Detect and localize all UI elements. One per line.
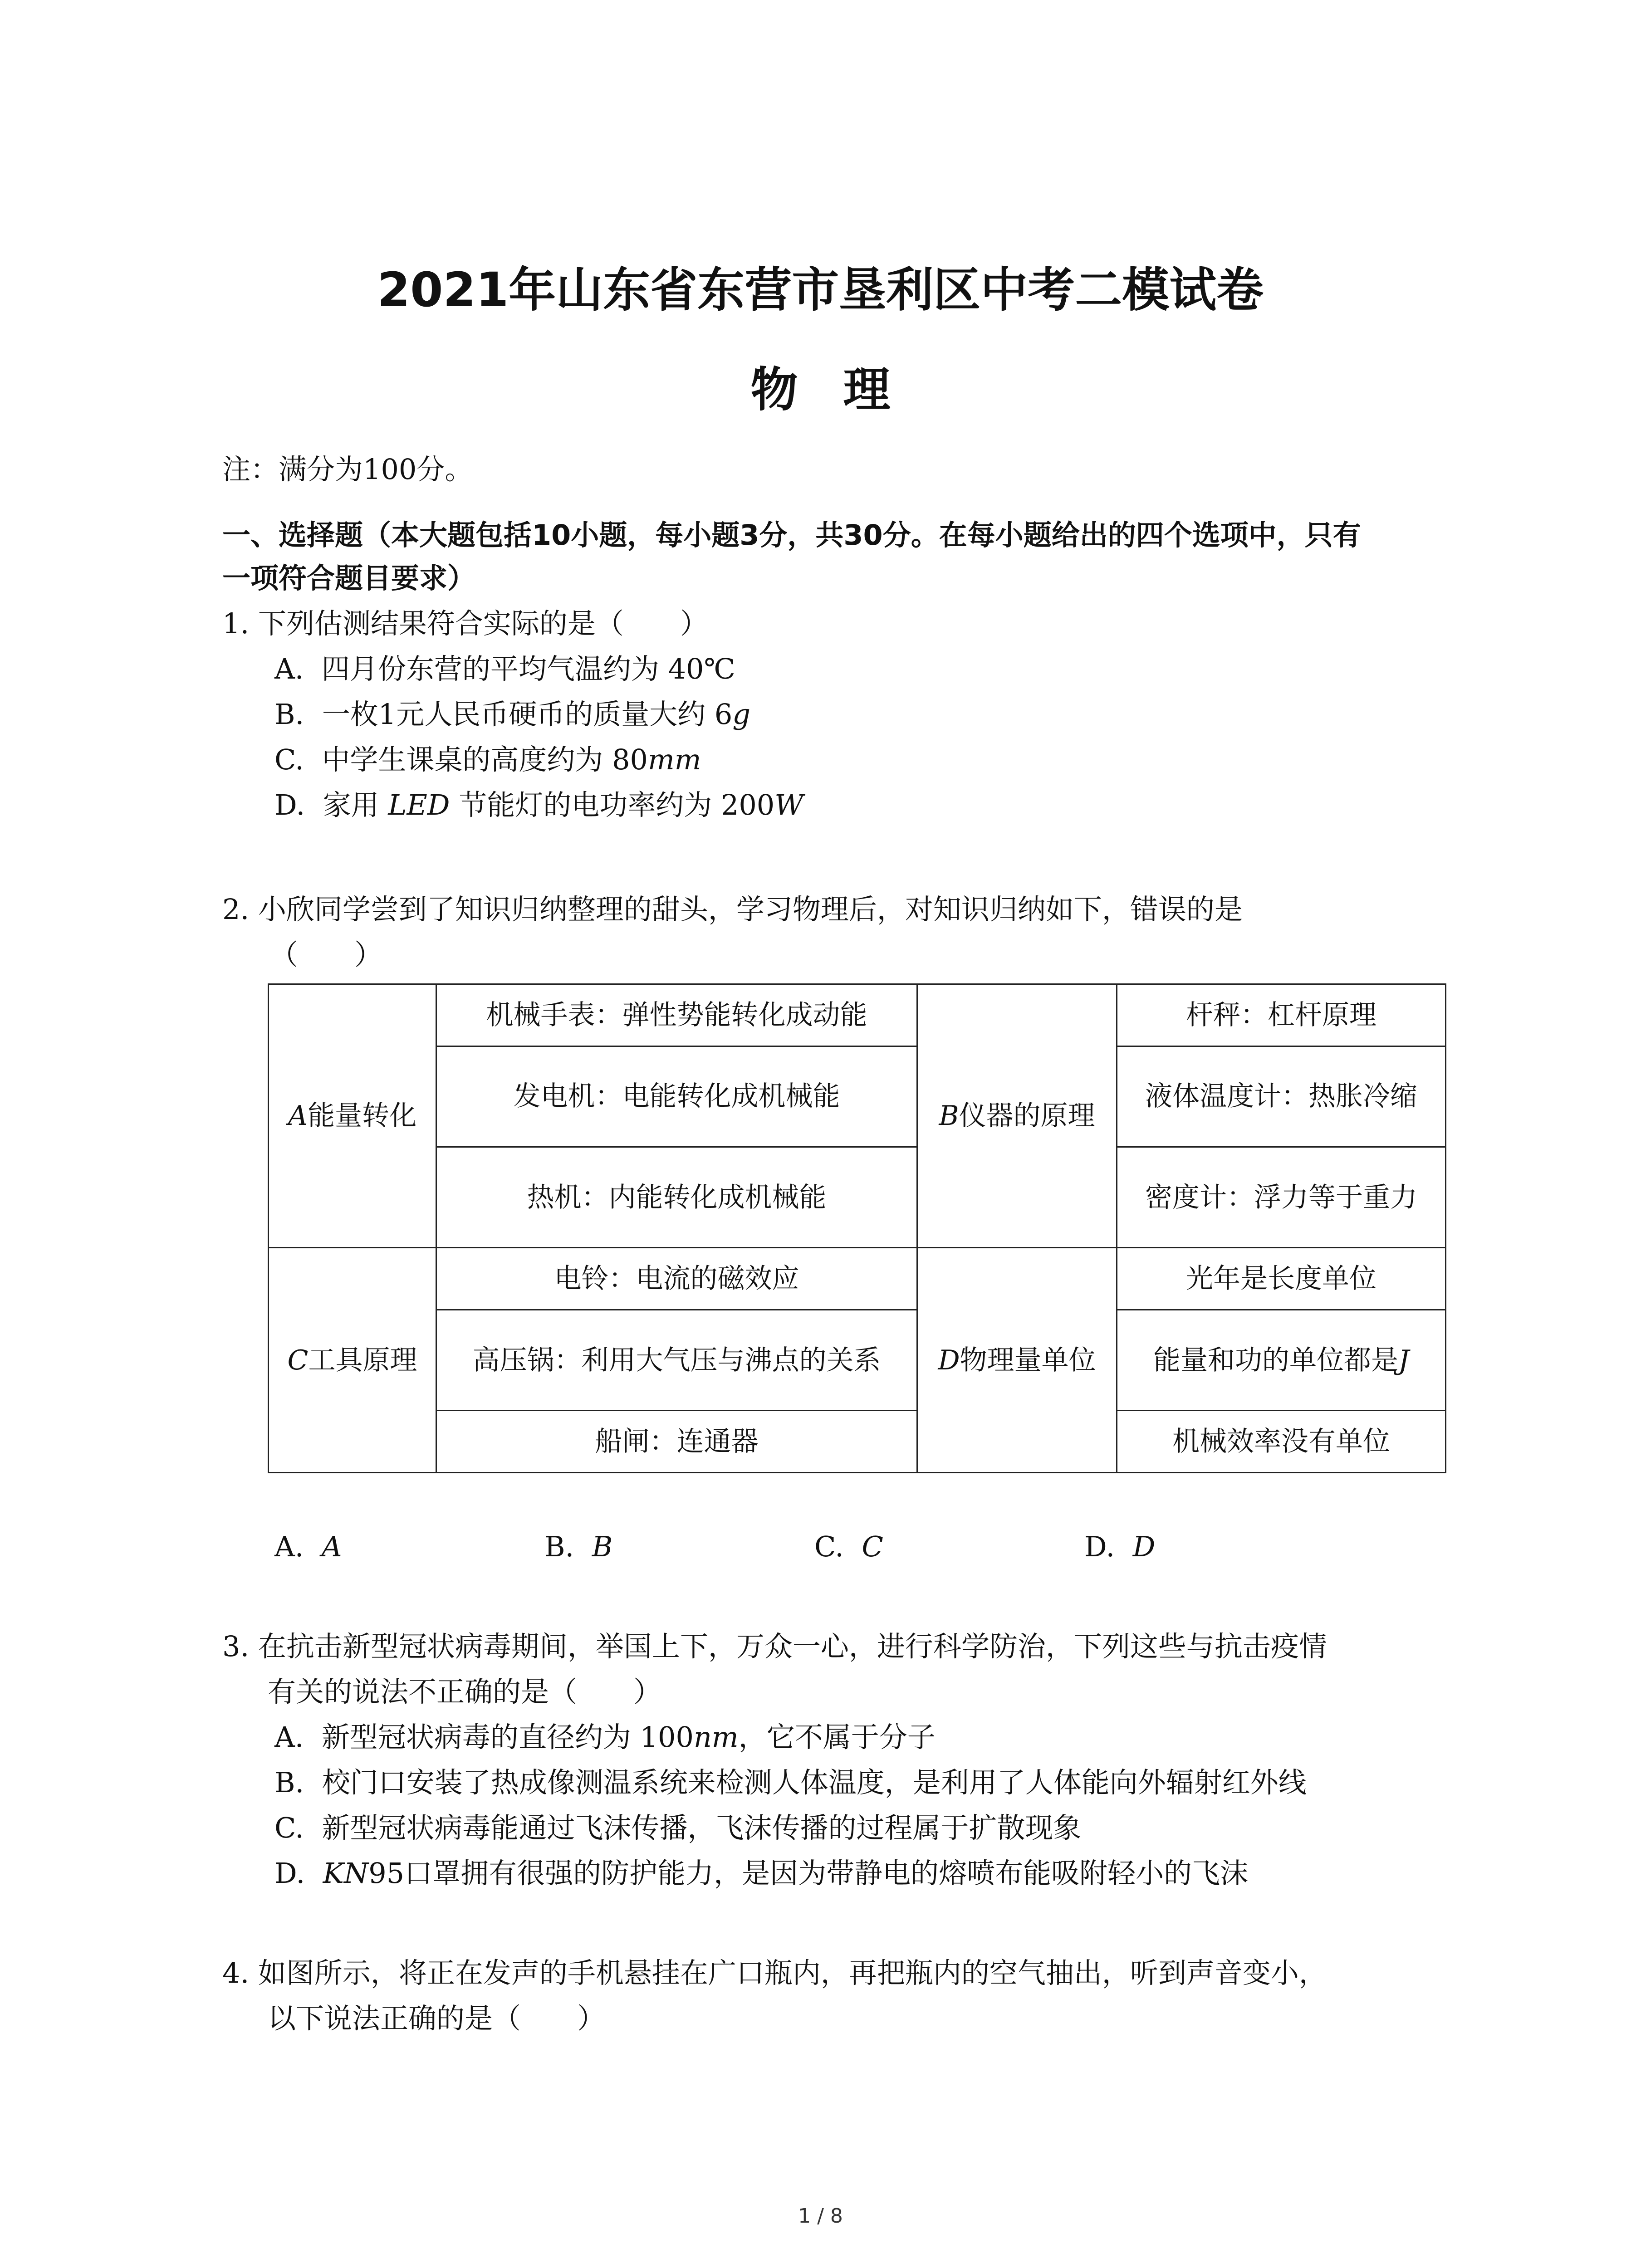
score-note: 注：满分为100分。 xyxy=(222,453,473,486)
knowledge-table xyxy=(268,983,1446,1473)
q2-stem-line2: （ ） xyxy=(270,938,383,971)
table-cell: 机械效率没有单位 xyxy=(1117,1411,1446,1473)
subject-title: 物理 xyxy=(750,362,936,417)
table-cell: 密度计：浮力等于重力 xyxy=(1117,1147,1446,1247)
q2-option-b: B. B xyxy=(544,1530,613,1563)
q1-option-b: B. 一枚1元人民币硬币的质量大约 6g xyxy=(274,698,751,731)
q1-option-a: A. 四月份东营的平均气温约为 40℃ xyxy=(274,652,735,685)
q3-stem-line1: 3. 在抗击新型冠状病毒期间，举国上下，万众一心，进行科学防治，下列这些与抗击疫情 xyxy=(222,1630,1327,1663)
q2-stem-line1: 2. 小欣同学尝到了知识归纳整理的甜头，学习物理后，对知识归纳如下，错误的是 xyxy=(222,893,1243,926)
q3-option-b: B. 校门口安装了热成像测温系统来检测人体温度，是利用了人体能向外辐射红外线 xyxy=(274,1766,1307,1799)
table-head-a: A能量转化 xyxy=(269,984,436,1248)
exam-title: 2021年山东省东营市垦利区中考二模试卷 xyxy=(377,262,1264,318)
q3-option-c: C. 新型冠状病毒能通过飞沫传播，飞沫传播的过程属于扩散现象 xyxy=(274,1811,1082,1844)
table-cell: 热机：内能转化成机械能 xyxy=(436,1147,917,1247)
q4-stem-line2: 以下说法正确的是（ ） xyxy=(268,2002,606,2035)
q2-option-d: D. D xyxy=(1084,1530,1156,1563)
q3-option-a: A. 新型冠状病毒的直径约为 100nm，它不属于分子 xyxy=(274,1721,936,1754)
section-heading-line1: 一、选择题（本大题包括10小题，每小题3分，共30分。在每小题给出的四个选项中，只有 xyxy=(222,518,1361,552)
table-cell: 船闸：连通器 xyxy=(436,1411,917,1473)
table-head-c: C工具原理 xyxy=(269,1248,436,1473)
q1-stem: 1. 下列估测结果符合实际的是（ ） xyxy=(222,607,708,640)
q4-stem-line1: 4. 如图所示，将正在发声的手机悬挂在广口瓶内，再把瓶内的空气抽出，听到声音变小， xyxy=(222,1956,1327,1989)
q1-option-c: C. 中学生课桌的高度约为 80mm xyxy=(274,743,701,776)
q3-option-d: D. KN95口罩拥有很强的防护能力，是因为带静电的熔喷布能吸附轻小的飞沫 xyxy=(274,1857,1249,1890)
q3-stem-line2: 有关的说法不正确的是（ ） xyxy=(268,1675,662,1708)
table-cell: 杆秤：杠杆原理 xyxy=(1117,984,1446,1046)
section-heading-line2: 一项符合题目要求） xyxy=(222,562,476,595)
table-head-b: B仪器的原理 xyxy=(917,984,1117,1248)
table-cell: 液体温度计：热胀冷缩 xyxy=(1117,1046,1446,1147)
q2-option-c: C. C xyxy=(814,1530,883,1563)
table-cell: 高压锅：利用大气压与沸点的关系 xyxy=(436,1310,917,1410)
table-cell: 机械手表：弹性势能转化成动能 xyxy=(436,984,917,1046)
table-cell: 光年是长度单位 xyxy=(1117,1248,1446,1310)
table-cell: 电铃：电流的磁效应 xyxy=(436,1248,917,1310)
page-number: 1 / 8 xyxy=(798,2204,843,2228)
table-cell: 能量和功的单位都是J xyxy=(1117,1310,1446,1410)
table-head-d: D物理量单位 xyxy=(917,1248,1117,1473)
q2-option-a: A. A xyxy=(274,1530,342,1563)
q1-option-d: D. 家用 LED 节能灯的电功率约为 200W xyxy=(274,788,803,821)
table-cell: 发电机：电能转化成机械能 xyxy=(436,1046,917,1147)
